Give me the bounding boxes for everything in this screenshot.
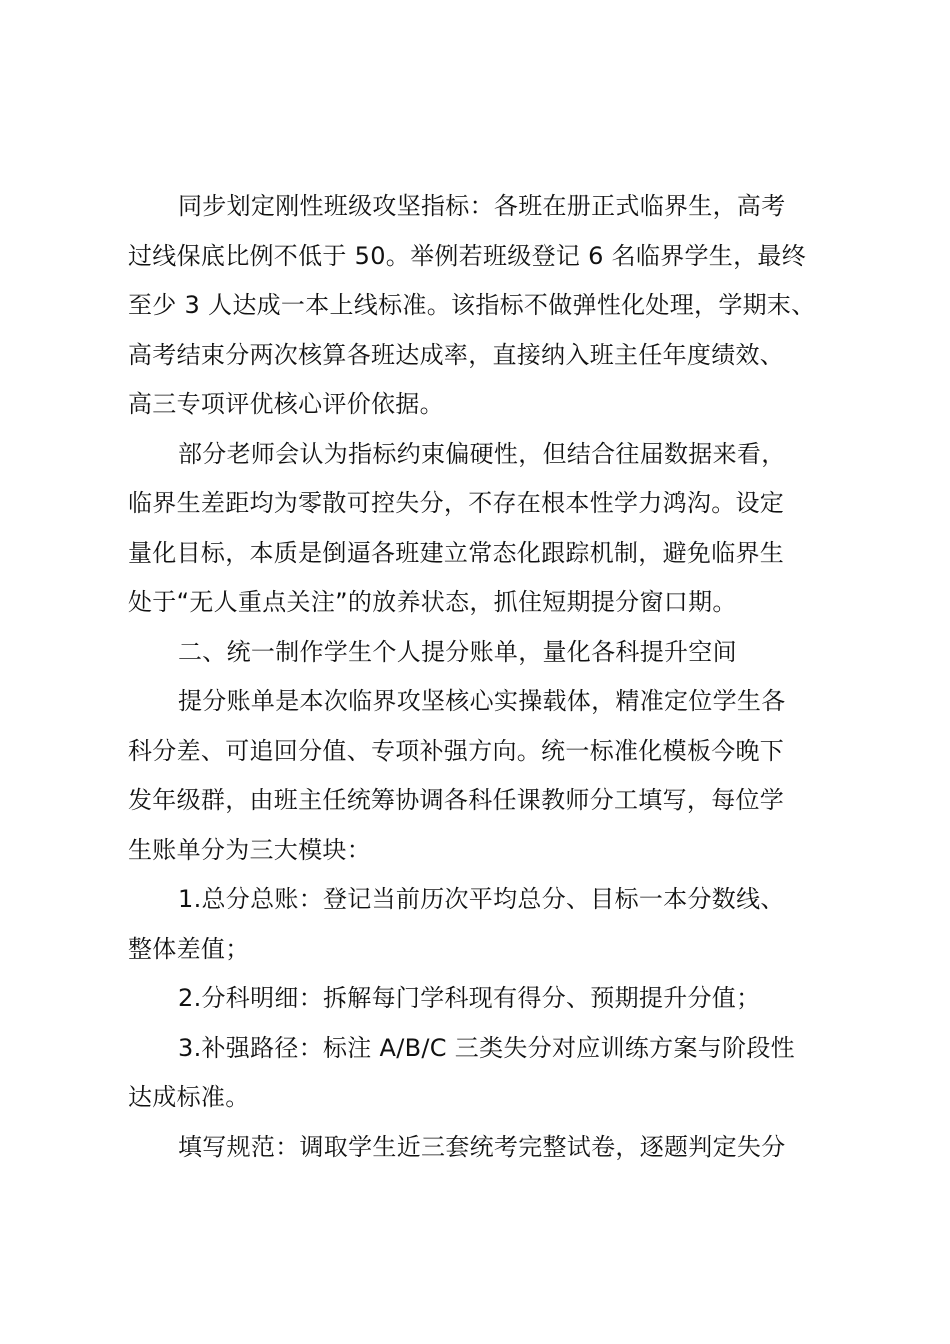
- text-line: 部分老师会认为指标约束偏硬性，但结合往届数据来看，: [178, 439, 786, 468]
- text-line: 高三专项评优核心评价依据。: [128, 390, 444, 418]
- text-line: 至少 3 人达成一本上线标准。该指标不做弹性化处理，学期末、: [128, 291, 816, 319]
- text-line: 整体差值；: [128, 934, 250, 963]
- text-line: 科分差、可追回分值、专项补强方向。统一标准化模板今晚下: [128, 736, 785, 765]
- text-line: 3.补强路径：标注 A/B/C 三类失分对应训练方案与阶段性: [178, 1033, 795, 1062]
- text-line: 同步划定刚性班级攻坚指标：各班在册正式临界生，高考: [178, 192, 786, 220]
- document-body: [128, 182, 838, 1172]
- text-line: 量化目标，本质是倒逼各班建立常态化跟踪机制，避免临界生: [128, 538, 785, 567]
- text-line: 处于“无人重点关注”的放养状态，抓住短期提分窗口期。: [128, 588, 737, 616]
- text-line: 提分账单是本次临界攻坚核心实操载体，精准定位学生各: [178, 687, 786, 715]
- text-line: 二、统一制作学生个人提分账单，量化各科提升空间: [178, 637, 737, 666]
- text-line: 过线保底比例不低于 50。举例若班级登记 6 名临界学生，最终: [128, 241, 806, 270]
- text-line: 达成标准。: [128, 1083, 250, 1111]
- text-line: 2.分科明细：拆解每门学科现有得分、预期提升分值；: [178, 984, 761, 1012]
- text-line: 填写规范：调取学生近三套统考完整试卷，逐题判定失分: [178, 1132, 786, 1161]
- text-line: 发年级群，由班主任统筹协调各科任课教师分工填写，每位学: [128, 786, 785, 814]
- text-line: 高考结束分两次核算各班达成率，直接纳入班主任年度绩效、: [128, 340, 785, 369]
- text-line: 生账单分为三大模块：: [128, 835, 371, 864]
- text-line: 1.总分总账：登记当前历次平均总分、目标一本分数线、: [178, 885, 785, 913]
- text-line: 临界生差距均为零散可控失分，不存在根本性学力鸿沟。设定: [128, 489, 785, 517]
